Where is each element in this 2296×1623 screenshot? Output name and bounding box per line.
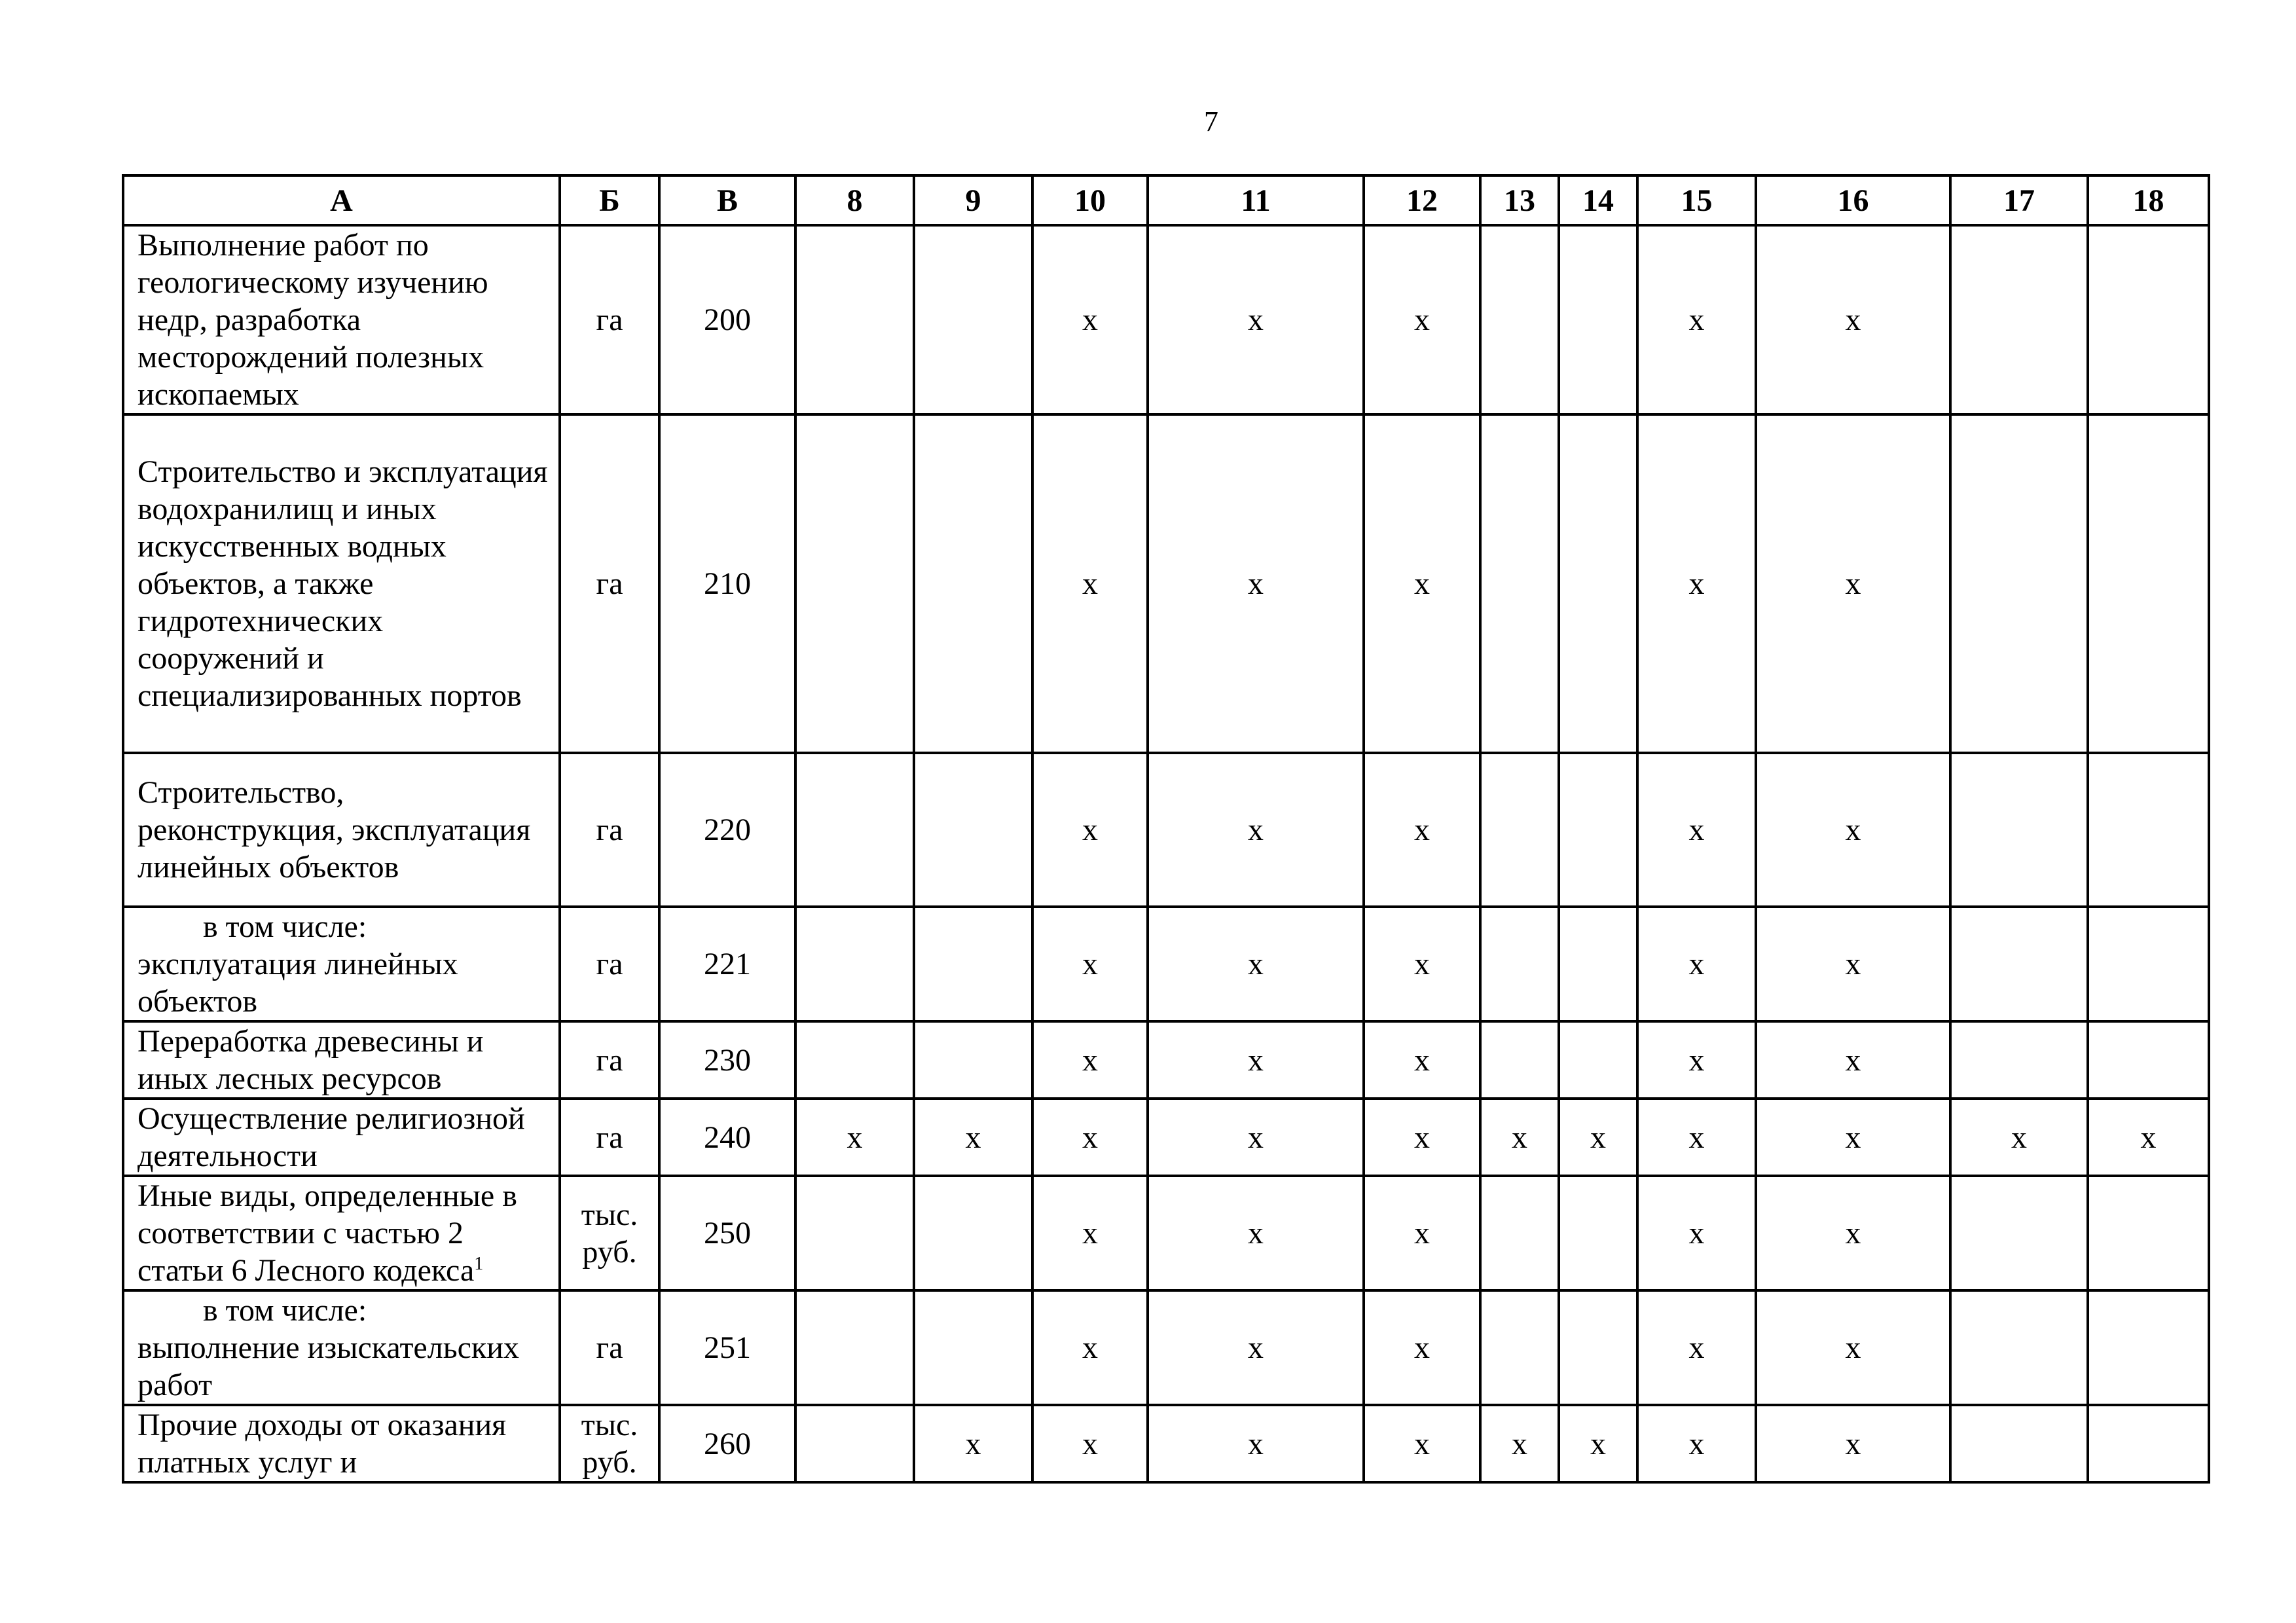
value-cell — [1950, 225, 2088, 414]
value-cell — [2088, 1405, 2209, 1482]
header-cell: 17 — [1950, 175, 2088, 225]
table-row — [123, 414, 2209, 753]
value-cell — [1950, 1176, 2088, 1290]
header-cell: 16 — [1756, 175, 1950, 225]
value-cell — [1950, 414, 2088, 753]
row-name-text: Иные виды, определенные в соответствии с частью 2 статьи 6 Лесного кодекса — [137, 1178, 517, 1288]
value-cell — [1950, 1290, 2088, 1405]
value-cell: х — [1756, 1176, 1950, 1290]
value-cell: х — [1756, 414, 1950, 753]
value-cell — [1559, 225, 1637, 414]
value-cell — [914, 907, 1032, 1021]
unit-cell: га — [560, 1290, 659, 1405]
value-cell: х — [1637, 753, 1756, 907]
value-cell: х — [1756, 1405, 1950, 1482]
row-name — [123, 907, 560, 1021]
row-name-text: эксплуатация линейных объектов — [137, 947, 458, 1019]
value-cell: х — [1364, 753, 1480, 907]
value-cell — [914, 753, 1032, 907]
header-cell: 12 — [1364, 175, 1480, 225]
value-cell: х — [1032, 225, 1148, 414]
value-cell: х — [1032, 1405, 1148, 1482]
value-cell: х — [1148, 414, 1364, 753]
header-cell: В — [659, 175, 795, 225]
unit-cell: тыс. руб. — [560, 1405, 659, 1482]
value-cell — [1950, 753, 2088, 907]
value-cell — [1559, 1021, 1637, 1099]
value-cell: х — [1148, 1176, 1364, 1290]
value-cell — [795, 225, 914, 414]
value-cell: х — [1364, 1290, 1480, 1405]
table-row — [123, 1290, 2209, 1405]
value-cell: х — [1032, 1176, 1148, 1290]
table-row — [123, 1021, 2209, 1099]
row-name: Строительство и эксплуатация водохранилищ и иных искусственных водных объектов, а также гидротехнических сооружений и специализированных портов — [123, 414, 560, 753]
value-cell — [2088, 1021, 2209, 1099]
value-cell: х — [1148, 1405, 1364, 1482]
unit-cell: га — [560, 414, 659, 753]
unit-cell: га — [560, 907, 659, 1021]
value-cell — [1559, 1290, 1637, 1405]
value-cell: х — [1148, 1021, 1364, 1099]
value-cell: х — [1950, 1099, 2088, 1176]
code-cell: 251 — [659, 1290, 795, 1405]
value-cell: х — [1637, 1176, 1756, 1290]
value-cell — [1559, 1176, 1637, 1290]
value-cell — [914, 225, 1032, 414]
code-cell: 250 — [659, 1176, 795, 1290]
value-cell: х — [1032, 1021, 1148, 1099]
header-cell: 13 — [1480, 175, 1559, 225]
value-cell — [1559, 907, 1637, 1021]
value-cell: х — [1637, 1021, 1756, 1099]
value-cell: х — [1364, 1021, 1480, 1099]
value-cell: х — [1637, 225, 1756, 414]
value-cell — [1480, 1176, 1559, 1290]
table-row — [123, 1405, 2209, 1482]
header-cell: Б — [560, 175, 659, 225]
value-cell: х — [1364, 907, 1480, 1021]
row-name: Переработка древесины и иных лесных ресурсов — [123, 1021, 560, 1099]
value-cell — [795, 414, 914, 753]
value-cell — [2088, 414, 2209, 753]
value-cell: х — [1148, 1290, 1364, 1405]
table-row — [123, 907, 2209, 1021]
value-cell — [795, 1176, 914, 1290]
value-cell — [795, 1290, 914, 1405]
value-cell: х — [1756, 907, 1950, 1021]
value-cell — [1480, 1021, 1559, 1099]
value-cell: х — [2088, 1099, 2209, 1176]
value-cell — [914, 414, 1032, 753]
header-cell: 8 — [795, 175, 914, 225]
unit-cell: га — [560, 225, 659, 414]
code-cell: 260 — [659, 1405, 795, 1482]
value-cell: х — [795, 1099, 914, 1176]
row-name-prefix: в том числе: — [203, 1293, 367, 1328]
unit-cell: га — [560, 1021, 659, 1099]
value-cell — [1559, 753, 1637, 907]
value-cell: х — [1756, 1099, 1950, 1176]
value-cell — [2088, 225, 2209, 414]
value-cell: х — [1637, 1099, 1756, 1176]
value-cell: х — [1480, 1405, 1559, 1482]
value-cell: х — [1364, 1099, 1480, 1176]
code-cell: 230 — [659, 1021, 795, 1099]
value-cell: х — [1480, 1099, 1559, 1176]
header-row — [123, 175, 2209, 225]
row-name: Строительство, реконструкция, эксплуатация линейных объектов — [123, 753, 560, 907]
value-cell: х — [914, 1405, 1032, 1482]
value-cell — [795, 753, 914, 907]
value-cell: х — [1032, 1099, 1148, 1176]
value-cell: х — [914, 1099, 1032, 1176]
value-cell: х — [1364, 1405, 1480, 1482]
value-cell: х — [1032, 414, 1148, 753]
value-cell: х — [1756, 1021, 1950, 1099]
value-cell: х — [1148, 907, 1364, 1021]
report-table — [122, 174, 2210, 1484]
value-cell — [914, 1021, 1032, 1099]
unit-cell: га — [560, 1099, 659, 1176]
header-cell: 15 — [1637, 175, 1756, 225]
header-cell: 9 — [914, 175, 1032, 225]
table-row — [123, 1099, 2209, 1176]
value-cell: х — [1637, 1405, 1756, 1482]
footnote-mark: 1 — [474, 1254, 484, 1274]
value-cell: х — [1756, 225, 1950, 414]
table-row — [123, 1176, 2209, 1290]
value-cell: х — [1364, 414, 1480, 753]
value-cell: х — [1559, 1405, 1637, 1482]
value-cell: х — [1148, 225, 1364, 414]
table-row — [123, 753, 2209, 907]
value-cell — [914, 1176, 1032, 1290]
row-name-text: выполнение изыскательских работ — [137, 1330, 519, 1402]
value-cell — [1950, 1021, 2088, 1099]
value-cell — [1480, 414, 1559, 753]
value-cell — [1559, 414, 1637, 753]
row-name-prefix: в том числе: — [203, 909, 367, 944]
value-cell — [1480, 753, 1559, 907]
value-cell — [1950, 907, 2088, 1021]
row-name: Прочие доходы от оказания платных услуг и — [123, 1405, 560, 1482]
code-cell: 200 — [659, 225, 795, 414]
value-cell — [1480, 1290, 1559, 1405]
code-cell: 240 — [659, 1099, 795, 1176]
value-cell: х — [1032, 753, 1148, 907]
value-cell: х — [1364, 225, 1480, 414]
row-name: Выполнение работ по геологическому изучению недр, разработка месторождений полезных ископаемых — [123, 225, 560, 414]
value-cell: х — [1148, 1099, 1364, 1176]
unit-cell: тыс. руб. — [560, 1176, 659, 1290]
header-cell: 10 — [1032, 175, 1148, 225]
value-cell: х — [1559, 1099, 1637, 1176]
value-cell — [914, 1290, 1032, 1405]
value-cell — [2088, 907, 2209, 1021]
row-name — [123, 1290, 560, 1405]
value-cell: х — [1032, 907, 1148, 1021]
value-cell: х — [1637, 907, 1756, 1021]
value-cell — [1480, 225, 1559, 414]
code-cell: 221 — [659, 907, 795, 1021]
table-row — [123, 225, 2209, 414]
row-name — [123, 1176, 560, 1290]
value-cell: х — [1364, 1176, 1480, 1290]
value-cell — [795, 1021, 914, 1099]
value-cell — [795, 1405, 914, 1482]
value-cell — [2088, 753, 2209, 907]
header-cell: 14 — [1559, 175, 1637, 225]
header-cell: 11 — [1148, 175, 1364, 225]
code-cell: 220 — [659, 753, 795, 907]
value-cell: х — [1637, 414, 1756, 753]
value-cell — [2088, 1290, 2209, 1405]
value-cell: х — [1148, 753, 1364, 907]
value-cell: х — [1032, 1290, 1148, 1405]
unit-cell: га — [560, 753, 659, 907]
value-cell: х — [1637, 1290, 1756, 1405]
page-number: 7 — [1204, 105, 1218, 137]
value-cell — [1950, 1405, 2088, 1482]
code-cell: 210 — [659, 414, 795, 753]
value-cell — [1480, 907, 1559, 1021]
row-name: Осуществление религиозной деятельности — [123, 1099, 560, 1176]
value-cell — [795, 907, 914, 1021]
value-cell: х — [1756, 1290, 1950, 1405]
value-cell: х — [1756, 753, 1950, 907]
header-cell: 18 — [2088, 175, 2209, 225]
value-cell — [2088, 1176, 2209, 1290]
header-cell: А — [123, 175, 560, 225]
